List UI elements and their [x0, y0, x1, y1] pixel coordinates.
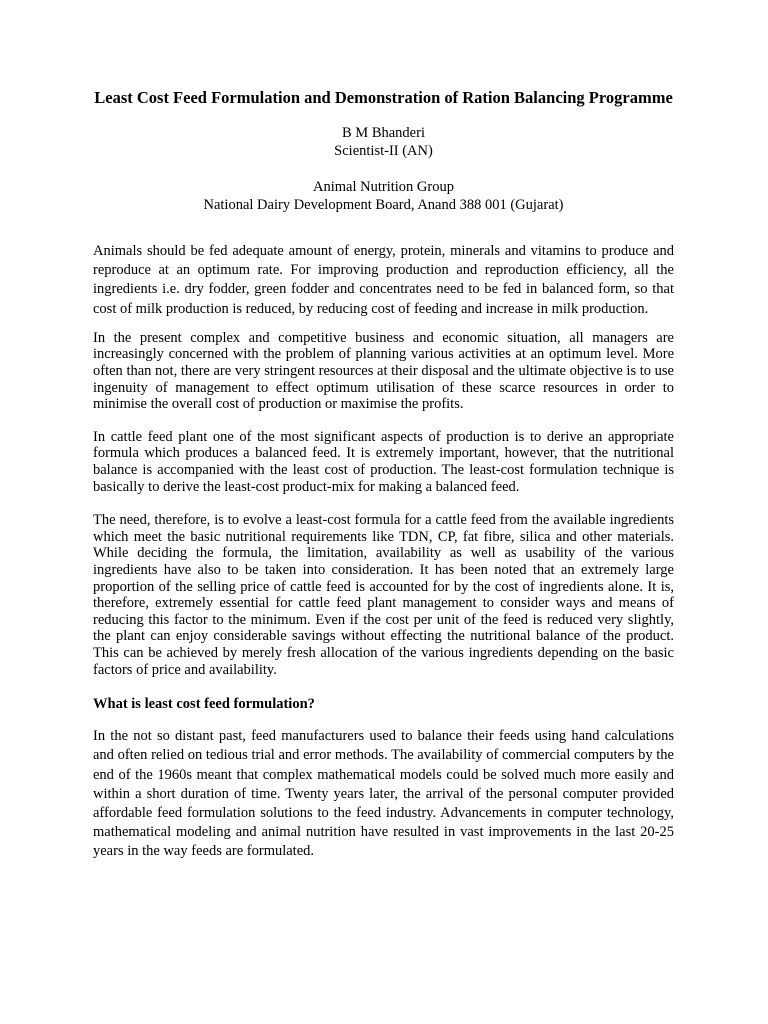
author-name: B M Bhanderi [342, 125, 425, 141]
document-title: Least Cost Feed Formulation and Demonstration of Ration Balancing Programme [94, 88, 673, 107]
affiliation-group: Animal Nutrition Group [313, 179, 454, 195]
paragraph-section-body: In the not so distant past, feed manufacturers used to balance their feeds using hand calculations and often relied on tedious trial and error methods. The availability of commercial computers by the end of the 1960s meant that complex mathematical models could be solved much more easily and within a short duration of time. Twenty years later, the arrival of the personal computer provided affordable feed formulation solutions to the feed industry. Advancements in computer technology, mathematical modeling and animal nutrition have resulted in vast improvements in the last 20-25 years in the way feeds are formulated. [93, 728, 674, 860]
paragraph-intro: Animals should be fed adequate amount of energy, protein, minerals and vitamins to produce and reproduce at an optimum rate. For improving production and reproduction efficiency, all the ingredients i.e. dry fodder, green fodder and concentrates need to be fed in balanced form, so that cost of milk production is reduced, by reducing cost of feeding and increase in milk production. [93, 243, 674, 317]
affiliation-block [93, 178, 674, 214]
paragraph-cattle-feed-plant: In cattle feed plant one of the most significant aspects of production is to derive an appropriate formula which produces a balanced feed. It is extremely important, however, that the nutritional balance is accompanied with the least cost of production. The least-cost formulation technique is basically to derive the least-cost product-mix for making a balanced feed. [93, 428, 674, 495]
section-heading: What is least cost feed formulation? [93, 696, 315, 713]
author-block [93, 124, 674, 160]
paragraph-business-context: In the present complex and competitive business and economic situation, all managers are increasingly concerned with the problem of planning various activities at an optimum level. More often than not, there are very stringent resources at their disposal and the ultimate objective is to use ingenuity of management to effect optimum utilisation of these scarce resources in order to minimise the overall cost of production or maximise the profits. [93, 329, 674, 413]
paragraph-least-cost-need: The need, therefore, is to evolve a least-cost formula for a cattle feed from the available ingredients which meet the basic nutritional requirements like TDN, CP, fat fibre, silica and other materials. While deciding the formula, the limitation, availability as well as usability of the various ingredients have also to be taken into consideration. It has been noted that an extremely large proportion of the selling price of cattle feed is accounted for by the cost of ingredients alone. It is, therefore, extremely essential for cattle feed plant management to consider ways and means of reducing this factor to the minimum. Even if the cost per unit of the feed is reduced very slightly, the plant can enjoy considerable savings without effecting the nutritional balance of the product. This can be achieved by merely fresh allocation of the various ingredients depending on the basic factors of price and availability. [93, 512, 674, 678]
author-position: Scientist-II (AN) [334, 143, 433, 159]
affiliation-organization: National Dairy Development Board, Anand 388 001 (Gujarat) [203, 197, 564, 213]
document-page [93, 88, 674, 862]
